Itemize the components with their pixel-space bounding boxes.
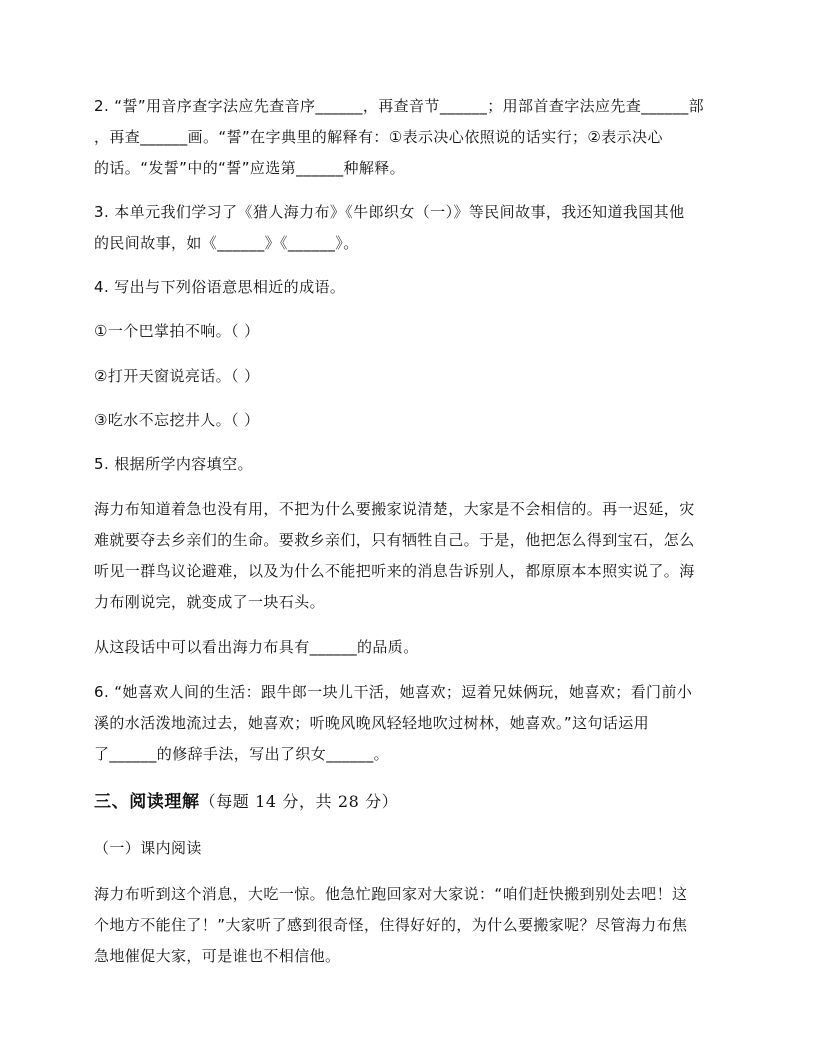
question-5-prompt: 5. 根据所学内容填空。: [94, 455, 253, 473]
question-6: [94, 677, 752, 770]
reading-1-label: （一）课内阅读: [94, 839, 202, 857]
question-4-prompt: 4. 写出与下列俗语意思相近的成语。: [94, 278, 346, 296]
question-4-item-2: ②打开天窗说亮话。（ ）: [94, 367, 260, 385]
question-5-passage-line: 力布刚说完，就变成了一块石头。: [94, 593, 326, 611]
question-5-question: 从这段话中可以看出海力布具有______的品质。: [94, 638, 419, 656]
question-5-passage-line: 听见一群鸟议论避难，以及为什么不能把听来的消息告诉别人，都原原本本照实说了。海: [94, 562, 695, 580]
section-3-score-note: （每题 14 分，共 28 分）: [199, 792, 399, 811]
reading-1-passage-line: 个地方不能住了！”大家听了感到很奇怪，住得好好的，为什么要搬家呢？尽管海力布焦: [94, 916, 688, 934]
reading-1-passage-line: 急地催促大家，可是谁也不相信他。: [94, 947, 341, 965]
question-6-line-1: 6. “她喜欢人间的生活：跟牛郎一块儿干活，她喜欢；逗着兄妹俩玩，她喜欢；看门前小: [94, 683, 693, 701]
question-4-item-3: ③吃水不忘挖井人。（ ）: [94, 411, 260, 429]
question-2-line-3: 的话。“发誓”中的“誓”应选第______种解释。: [94, 159, 406, 177]
question-3-line-2: 的民间故事，如《______》《______》。: [94, 234, 359, 252]
question-4-item-1: ①一个巴掌拍不响。（ ）: [94, 322, 260, 340]
question-3-line-1: 3. 本单元我们学习了《猎人海力布》《牛郎织女（一）》等民间故事，我还知道我国其他: [94, 203, 685, 221]
question-5-passage-line: 难就要夺去乡亲们的生命。要救乡亲们，只有牺牲自己。于是，他把怎么得到宝石，怎么: [94, 531, 695, 549]
section-3-heading: [94, 790, 398, 814]
reading-1-passage-line: 海力布听到这个消息，大吃一惊。他急忙跑回家对大家说：“咱们赶快搬到别处去吧！这: [94, 885, 688, 903]
question-3: [94, 197, 752, 259]
question-5-passage-line: 海力布知道着急也没有用，不把为什么要搬家说清楚，大家是不会相信的。再一迟延，灾: [94, 500, 695, 518]
question-2-line-1: 2. “誓”用音序查字法应先查音序______，再查音节______；用部首查字法应先查______部: [94, 97, 705, 115]
question-6-line-2: 溪的水活泼地流过去，她喜欢；听晚风晚风轻轻地吹过树林，她喜欢。”这句话运用: [94, 714, 650, 732]
section-3-title: 三、阅读理解: [94, 792, 200, 812]
reading-1-passage: [94, 879, 724, 972]
question-6-line-3: 了______的修辞手法，写出了织女______。: [94, 745, 390, 763]
question-2: [94, 91, 752, 184]
question-5-passage: [94, 494, 724, 618]
question-2-line-2: ，再查______画。“誓”在字典里的解释有：①表示决心依照说的话实行；②表示决心: [94, 128, 663, 146]
